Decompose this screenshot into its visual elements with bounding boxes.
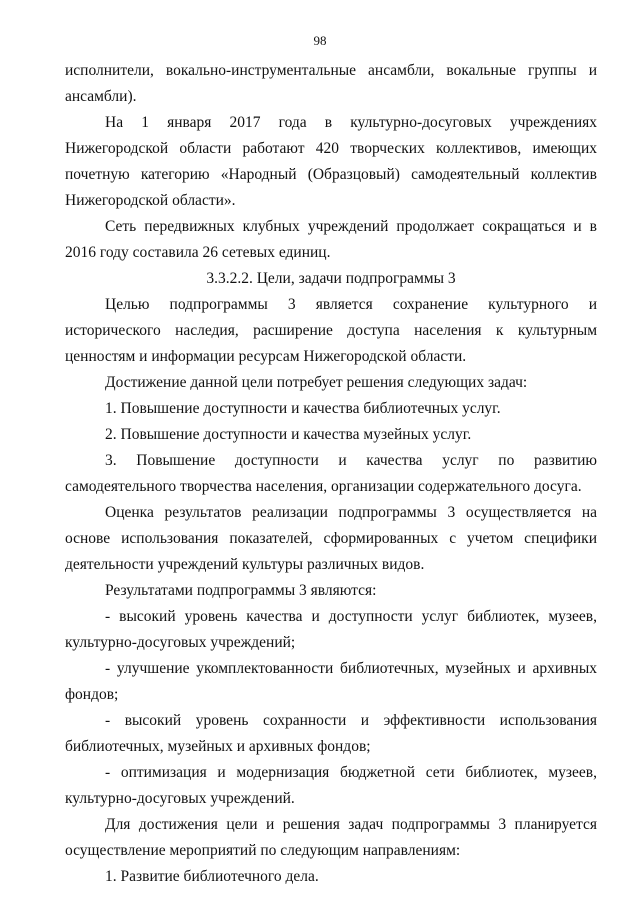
paragraph-tasks-intro: Достижение данной цели потребует решения следующих задач:: [105, 374, 528, 391]
task-item-1: 1. Повышение доступности и качества библиотечных услуг.: [105, 400, 501, 417]
section-heading: 3.3.2.2. Цели, задачи подпрограммы 3: [206, 270, 456, 287]
paragraph-directions: Для достижения цели и решения задач подпрограммы 3 планируется осуществление мероприятий по следующим направлениям:: [65, 816, 597, 859]
paragraph-collectives: На 1 января 2017 года в культурно-досуговых учреждениях Нижегородской области работают 420 творческих коллективов, имеющих почетную категорию «Народный (Образцовый) самодеятельный коллектив Нижегородской области».: [65, 114, 597, 209]
result-item-4: - оптимизация и модернизация бюджетной сети библиотек, музеев, культурно-досуговых учреждений.: [65, 764, 597, 807]
result-item-1: - высокий уровень качества и доступности услуг библиотек, музеев, культурно-досуговых учреждений;: [65, 608, 597, 651]
result-item-2: - улучшение укомплектованности библиотечных, музейных и архивных фондов;: [65, 660, 597, 703]
paragraph-results-intro: Результатами подпрограммы 3 являются:: [105, 582, 377, 599]
result-item-3: - высокий уровень сохранности и эффективности использования библиотечных, музейных и архивных фондов;: [65, 712, 597, 755]
paragraph-club-network: Сеть передвижных клубных учреждений продолжает сокращаться и в 2016 году составила 26 сетевых единиц.: [65, 218, 597, 261]
paragraph-continuation: исполнители, вокально-инструментальные ансамбли, вокальные группы и ансамбли).: [65, 62, 597, 105]
task-item-3: 3. Повышение доступности и качества услуг по развитию самодеятельного творчества населения, организации содержательного досуга.: [65, 452, 597, 495]
direction-item-1: 1. Развитие библиотечного дела.: [105, 868, 319, 885]
paragraph-goal: Целью подпрограммы 3 является сохранение культурного и исторического наследия, расширение доступа населения к культурным ценностям и информации ресурсам Нижегородской области.: [65, 296, 597, 365]
document-body: [65, 58, 597, 890]
page-number: 98: [313, 33, 327, 48]
paragraph-evaluation: Оценка результатов реализации подпрограммы 3 осуществляется на основе использования показателей, сформированных с учетом специфики деятельности учреждений культуры различных видов.: [65, 504, 597, 573]
task-item-2: 2. Повышение доступности и качества музейных услуг.: [105, 426, 472, 443]
